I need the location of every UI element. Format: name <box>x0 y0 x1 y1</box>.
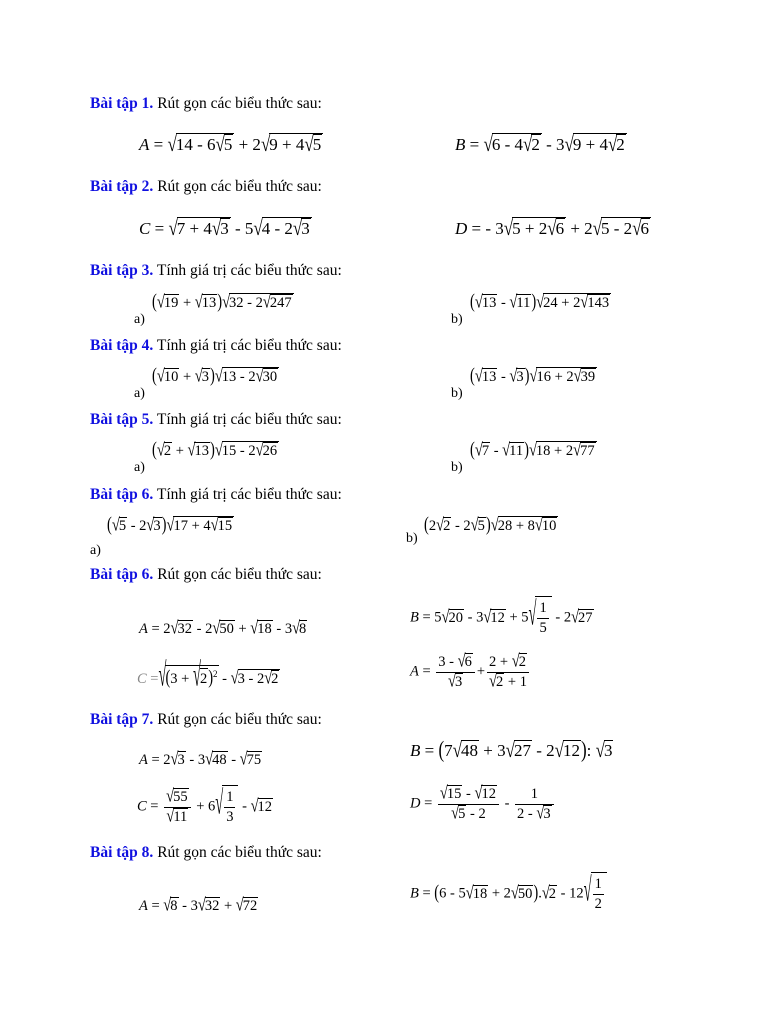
exercise-3-heading: Bài tập 3. Tính giá trị các biểu thức sau: <box>90 262 342 279</box>
part-a-label: a) <box>134 386 145 401</box>
expression-5a: (√2 + √13)√15 - 2√26 <box>152 439 278 462</box>
exercise-5-heading: Bài tập 5. Tính giá trị các biểu thức sau: <box>90 411 342 428</box>
expression-6b: (2√2 - 2√5)√28 + 8√10 <box>424 514 557 537</box>
exercise-7-heading: Bài tập 7. Rút gọn các biểu thức sau: <box>90 711 322 728</box>
expression-7-C: C = $\frac{√55}{√11}$ + 6√ $\frac{1}{3}$ - √12 <box>137 785 273 827</box>
expression-6-B: B = 5√20 - 3√12 + 5√ $\frac{1}{5}$ - 2√27 <box>410 596 593 636</box>
expression-2c: C = √7 + 4√3 - 5√4 - 2√3 <box>139 216 310 240</box>
part-a-label: a) <box>134 460 145 475</box>
exercise-2-heading: Bài tập 2. Rút gọn các biểu thức sau: <box>90 178 322 195</box>
expression-1a: A = √14 - 6√5 + 2√9 + 4√5 <box>139 132 322 156</box>
expression-7-A: A = 2√3 - 3√48 - √75 <box>139 749 262 770</box>
expression-6-A2: A = $\frac{3 - √6}{√3}$ + $\frac{2 + √2}{√2 + 1}$ <box>410 651 527 692</box>
expression-4b: (√13 - √3)√16 + 2√39 <box>470 365 596 388</box>
expression-7-B: B = (7√48 + 3√27 - 2√12): √3 <box>410 736 613 763</box>
expression-3b: (√13 - √11)√24 + 2√143 <box>470 291 610 314</box>
expression-7-D: D = $\frac{√15 - √12}{√5 - 2}$ - $\frac{1}{2 - √3}$ <box>410 785 556 824</box>
expression-8-B: B = (6 - 5√18 + 2√50).√2 - 12√ $\frac{1}{2}$ <box>410 872 607 914</box>
exercise-8-heading: Bài tập 8. Rút gọn các biểu thức sau: <box>90 844 322 861</box>
expression-6-A: A = 2√32 - 2√50 + √18 - 3√8 <box>139 618 307 639</box>
exercise-6b-heading: Bài tập 6. Rút gọn các biểu thức sau: <box>90 566 322 583</box>
exercise-4-heading: Bài tập 4. Tính giá trị các biểu thức sau: <box>90 337 342 354</box>
exercise-6-heading: Bài tập 6. Tính giá trị các biểu thức sau: <box>90 486 342 503</box>
expression-4a: (√10 + √3)√13 - 2√30 <box>152 365 278 388</box>
expression-1b: B = √6 - 4√2 - 3√9 + 4√2 <box>455 132 625 156</box>
part-b-label: b) <box>451 386 463 401</box>
expression-5b: (√7 - √11)√18 + 2√77 <box>470 439 595 462</box>
expression-2d: D = - 3√5 + 2√6 + 2√5 - 2√6 <box>455 216 650 240</box>
expression-6-C: $C =√(3 + √2)^2 - √3 - 2√2$ <box>137 657 279 695</box>
expression-3a: (√19 + √13)√32 - 2√247 <box>152 291 292 314</box>
expression-6a: (√5 - 2√3)√17 + 4√15 <box>107 514 233 537</box>
part-b-label: b) <box>451 460 463 475</box>
part-a-label: a) <box>134 312 145 327</box>
expression-8-A: A = √8 - 3√32 + √72 <box>139 895 258 916</box>
part-b-label: b) <box>451 312 463 327</box>
part-a-label: a) <box>90 543 101 558</box>
exercise-1-heading: Bài tập 1. Rút gọn các biểu thức sau: <box>90 95 322 112</box>
part-b-label: b) <box>406 531 418 546</box>
